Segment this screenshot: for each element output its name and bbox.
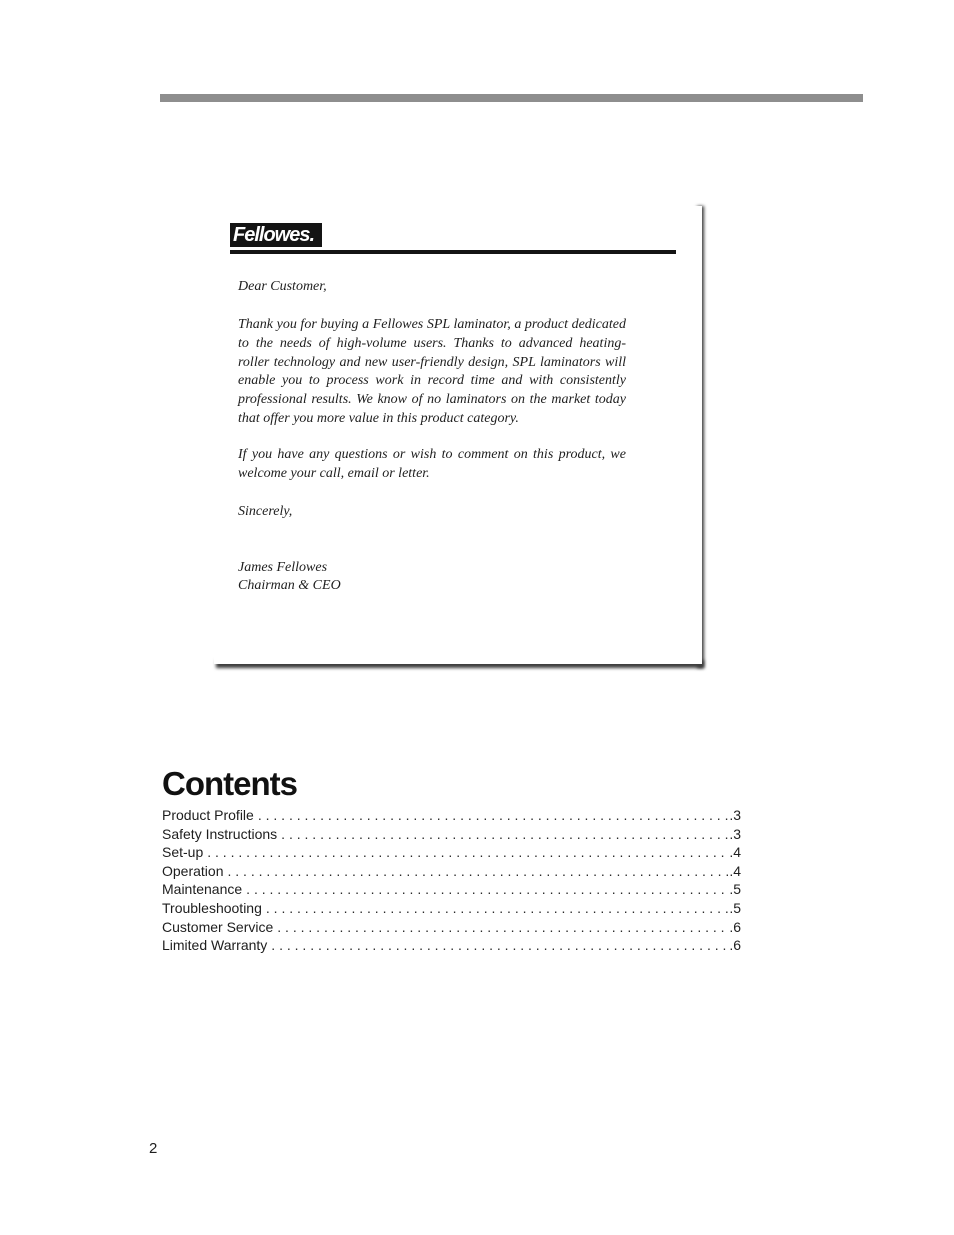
toc-entry-title: Operation <box>162 862 224 879</box>
toc-dot-leader <box>281 825 728 844</box>
letter-header-rule <box>230 250 676 254</box>
toc-dot-leader <box>277 918 728 937</box>
toc-entry-page: .3 <box>729 825 741 842</box>
page-number: 2 <box>149 1140 158 1157</box>
toc-entry-page: .6 <box>729 918 741 935</box>
toc-entry[interactable] <box>162 843 741 862</box>
letter-paragraph-2: If you have any questions or wish to comment on this product, we welcome your call, email or letter. <box>238 447 626 481</box>
table-of-contents <box>162 806 741 955</box>
toc-entry[interactable] <box>162 880 741 899</box>
toc-entry-page: .3 <box>729 807 741 823</box>
toc-dot-leader <box>258 806 728 825</box>
toc-entry-page: .4 <box>729 844 741 861</box>
toc-entry-title: Set-up <box>162 844 204 861</box>
toc-entry[interactable] <box>162 806 741 825</box>
toc-dot-leader <box>227 862 728 881</box>
toc-entry-title: Product Profile <box>162 807 254 823</box>
toc-entry[interactable] <box>162 825 741 844</box>
toc-entry-page: .5 <box>729 899 741 916</box>
toc-entry-title: Safety Instructions <box>162 825 278 842</box>
header-rule <box>160 94 863 102</box>
letter-paragraph-1: Thank you for buying a Fellowes SPL laminator, a product dedicated to the needs of high-volume users. Thanks to advanced heating-roller technology and new user-friendly design, SPL laminators will enable you to process work in record time and with consistently professional results. We know of no laminators on the market today that offer you more value in this product category. <box>238 317 626 426</box>
toc-dot-leader <box>207 843 728 862</box>
toc-entry[interactable] <box>162 918 741 937</box>
letter-salutation: Dear Customer, <box>238 279 327 294</box>
toc-entry-title: Limited Warranty <box>162 937 268 954</box>
toc-entry-title: Maintenance <box>162 881 243 898</box>
toc-entry-page: .6 <box>729 937 741 954</box>
toc-entry[interactable] <box>162 862 741 881</box>
letter-signer-title: Chairman & CEO <box>238 578 341 593</box>
toc-dot-leader <box>266 899 728 918</box>
fellowes-logo: Fellowes. <box>230 223 322 247</box>
toc-entry-title: Troubleshooting <box>162 899 262 916</box>
contents-heading: Contents <box>162 765 297 802</box>
toc-entry-title: Customer Service <box>162 918 274 935</box>
toc-entry-page: .5 <box>729 881 741 898</box>
toc-entry[interactable] <box>162 899 741 918</box>
toc-dot-leader <box>246 880 728 899</box>
toc-entry[interactable] <box>162 936 741 955</box>
letter-signer-name: James Fellowes <box>238 560 328 575</box>
toc-dot-leader <box>271 936 728 955</box>
letter-closing: Sincerely, <box>238 504 293 519</box>
toc-entry-page: .4 <box>729 862 741 879</box>
